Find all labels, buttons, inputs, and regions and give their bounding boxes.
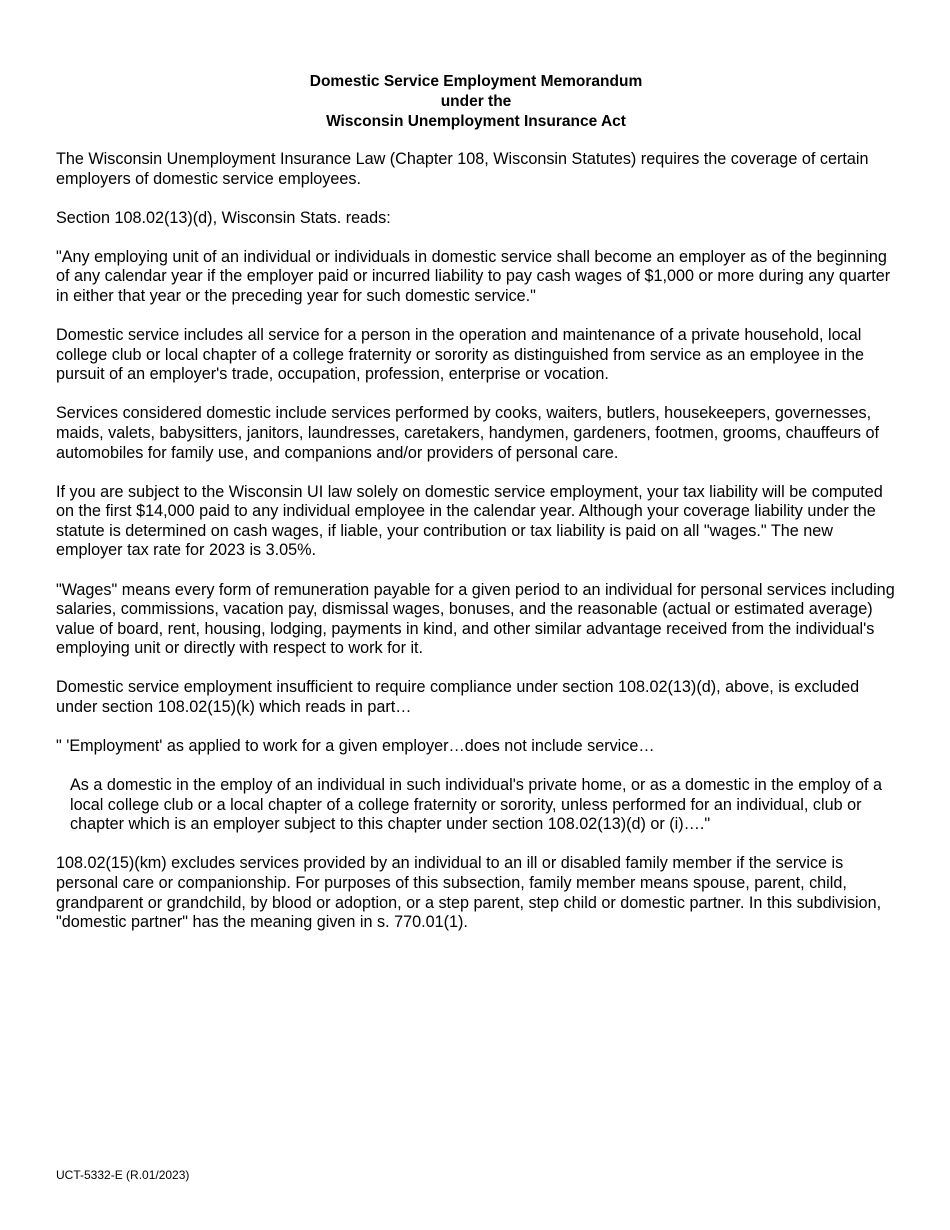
form-number-footer: UCT-5332-E (R.01/2023): [56, 1168, 190, 1182]
domestic-employ-quote-paragraph: As a domestic in the employ of an individual in such individual's private home, or as a domestic in the employ of a local college club or a local chapter of a college fraternity or sorority, unless performed for an individual, club or chapter which is an employer subject to this chapter under section 108.02(13)(d) or (i)….": [70, 776, 882, 834]
wages-definition-paragraph: "Wages" means every form of remuneration payable for a given period to an individual for personal services including salaries, commissions, vacation pay, dismissal wages, bonuses, and the reasonable (actual or estimated average) value of board, rent, housing, lodging, payments in kind, and other similar advantage received from the individual's employing unit or directly with respect to work for it.: [56, 580, 895, 658]
family-member-exclusion-paragraph: 108.02(15)(km) excludes services provided by an individual to an ill or disabled family member if the service is personal care or companionship. For purposes of this subsection, family member means spouse, parent, child, grandparent or grandchild, by blood or adoption, or a step parent, step child or domestic partner. In this subdivision, "domestic partner" has the meaning given in s. 770.01(1).: [56, 854, 882, 932]
document-page: [56, 72, 896, 952]
domestic-service-definition-paragraph: Domestic service includes all service for a person in the operation and maintenance of a private household, local college club or local chapter of a college fraternity or sorority as distinguished from service as an employee in the pursuit of an employer's trade, occupation, profession, enterprise or vocation.: [56, 326, 864, 384]
document-title: [56, 72, 896, 132]
employment-quote-paragraph: " 'Employment' as applied to work for a given employer…does not include service…: [56, 737, 655, 756]
statute-reference-paragraph: Section 108.02(13)(d), Wisconsin Stats. reads:: [56, 208, 391, 227]
exclusion-paragraph: Domestic service employment insufficient to require compliance under section 108.02(13)(d), above, is excluded under section 108.02(15)(k) which reads in part…: [56, 678, 860, 716]
tax-liability-paragraph: If you are subject to the Wisconsin UI law solely on domestic service employment, your tax liability will be computed on the first $14,000 paid to any individual employee in the calendar year. Although your coverage liability under the statute is determined on cash wages, if liable, your contribution or tax liability is paid on all "wages." The new employer tax rate for 2023 is 3.05%.: [56, 482, 883, 560]
services-list-paragraph: Services considered domestic include services performed by cooks, waiters, butlers, housekeepers, governesses, maids, valets, babysitters, janitors, laundresses, caretakers, handymen, gardeners, footmen, grooms, chauffeurs of automobiles for family use, and companions and/or providers of personal care.: [56, 404, 879, 462]
title-line-3: Wisconsin Unemployment Insurance Act: [326, 113, 626, 130]
statute-quote-paragraph: "Any employing unit of an individual or individuals in domestic service shall become an employer as of the beginning of any calendar year if the employer paid or incurred liability to pay cash wages of $1,000 or more during any quarter in either that year or the preceding year for such domestic service.": [56, 247, 891, 305]
intro-paragraph: The Wisconsin Unemployment Insurance Law (Chapter 108, Wisconsin Statutes) requires the coverage of certain employers of domestic service employees.: [56, 150, 869, 188]
title-line-1: Domestic Service Employment Memorandum: [309, 73, 643, 90]
title-line-2: under the: [440, 93, 512, 110]
